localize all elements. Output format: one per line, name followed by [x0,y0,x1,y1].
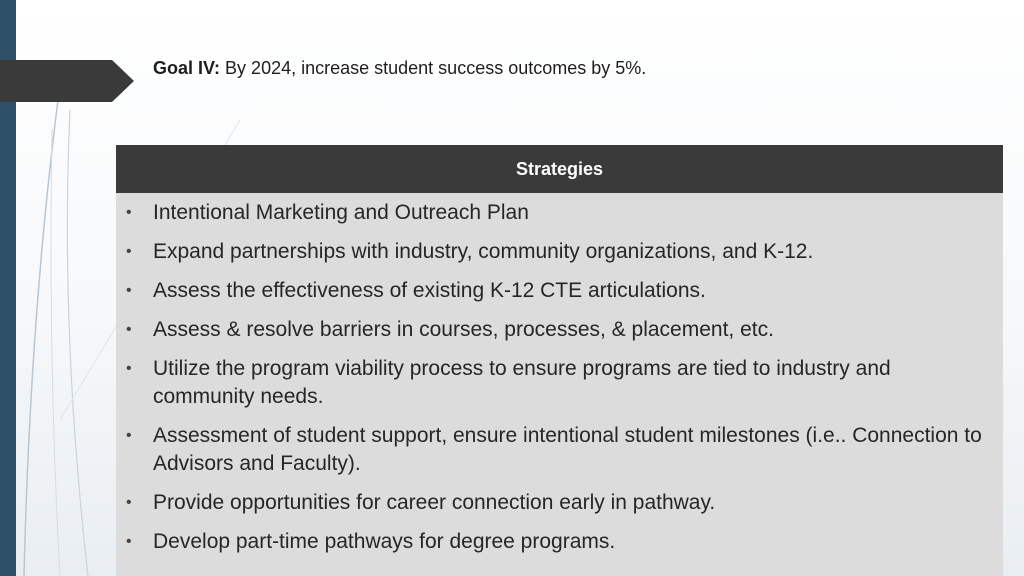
strategies-panel [116,145,1003,576]
strategy-text: Provide opportunities for career connection early in pathway. [153,491,716,514]
strategy-item [126,489,983,517]
bullet-icon: • [126,494,132,511]
bullet-icon: • [126,533,132,550]
bullet-icon: • [126,282,132,299]
bullet-icon: • [126,427,132,444]
bullet-icon: • [126,360,132,377]
strategy-text: Develop part-time pathways for degree programs. [153,530,616,553]
strategy-list [116,193,1003,556]
strategy-item [126,199,983,227]
bullet-icon: • [126,243,132,260]
strategy-text: Expand partnerships with industry, community organizations, and K-12. [153,240,814,263]
strategy-item [126,422,983,478]
goal-heading [153,58,646,79]
strategy-text: Intentional Marketing and Outreach Plan [153,201,529,224]
bullet-icon: • [126,204,132,221]
strategy-item [126,355,983,411]
title-arrow-tab [0,60,134,102]
goal-text: By 2024, increase student success outcomes by 5%. [225,58,647,78]
strategy-text: Assess the effectiveness of existing K-12 CTE articulations. [153,279,706,302]
goal-label: Goal IV: [153,58,221,78]
strategy-text: Utilize the program viability process to ensure programs are tied to industry and community needs. [153,357,891,408]
strategies-header: Strategies [116,145,1003,193]
strategy-item [126,528,983,556]
strategy-item [126,238,983,266]
strategy-item [126,277,983,305]
bullet-icon: • [126,321,132,338]
strategy-text: Assess & resolve barriers in courses, processes, & placement, etc. [153,318,774,341]
strategy-text: Assessment of student support, ensure intentional student milestones (i.e.. Connection to Advisors and Faculty). [153,424,982,475]
strategy-item [126,316,983,344]
